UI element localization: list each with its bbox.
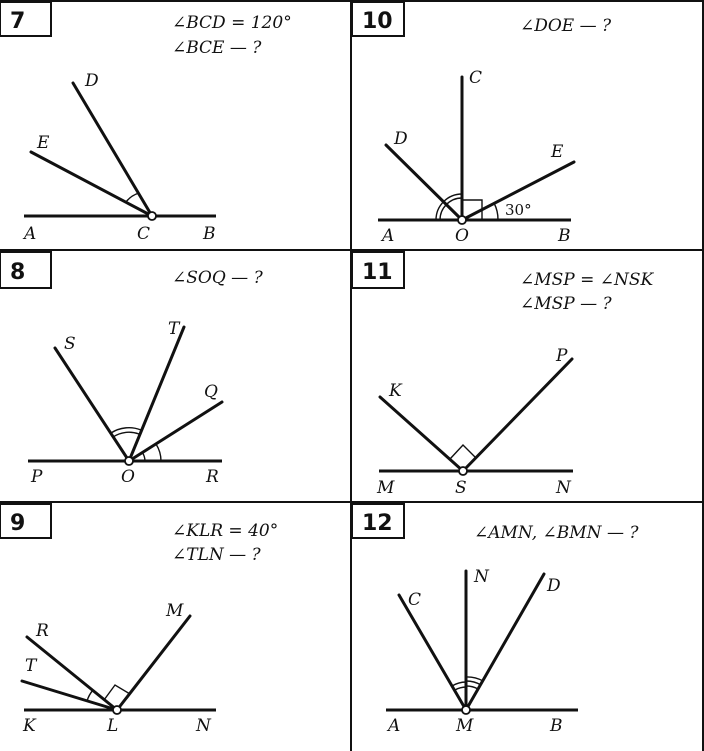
angle-arc-CMN-inner [455,687,466,690]
label-N: N [196,716,211,736]
problem-11-condition-1: ∠MSP = ∠NSK [520,270,654,290]
problem-8-condition-1: ∠SOQ — ? [172,268,263,288]
problem-9-number: 9 [10,511,26,536]
label-B: B [203,224,216,244]
point-C [148,212,156,220]
label-P: P [31,467,43,487]
angle-label-30: 30° [505,201,532,219]
problem-12-condition-1: ∠AMN, ∠BMN — ? [474,523,639,543]
label-A: A [388,716,401,736]
problem-7-condition-1: ∠BCD = 120° [172,13,292,33]
point-O [125,457,133,465]
label-D: D [394,129,408,149]
problem-9 [0,504,278,736]
label-D: D [85,71,99,91]
label-O: O [121,467,135,487]
problem-11-number: 11 [362,260,393,285]
point-L [113,706,121,714]
label-R: R [206,467,219,487]
point-O [458,216,466,224]
angle-arc-DCE [126,193,139,202]
label-C: C [137,224,151,244]
label-M: M [456,716,474,736]
angle-arc-TLR [87,690,93,701]
problem-8-number-box [0,252,51,288]
problem-9-condition-1: ∠KLR = 40° [172,521,279,541]
label-B: B [558,226,571,246]
ray-LM [117,616,190,710]
problem-8-number: 8 [10,260,26,285]
label-C: C [408,590,422,610]
angle-arc-NMD-outer [466,681,481,685]
problem-7-condition-2: ∠BCE — ? [172,38,262,58]
problem-12 [352,504,639,736]
problem-7-number: 7 [10,9,26,34]
label-E: E [37,133,50,153]
problem-7-number-box [0,2,51,36]
label-S: S [64,334,76,354]
ray-OT [129,327,184,461]
problem-10-number: 10 [362,9,393,34]
ray-MD [466,574,544,710]
label-D: D [547,576,561,596]
ray-LT [22,681,117,710]
label-T: T [168,319,180,339]
ray-OD [386,145,462,220]
label-R: R [36,621,49,641]
label-N: N [474,567,489,587]
ray-SP [463,359,572,471]
angle-arc-CMN-outer [452,682,466,686]
ray-SK [380,397,463,471]
angle-arc-NMD-inner [466,686,478,689]
right-angle-marker [450,445,476,459]
point-M [462,706,470,714]
angle-arc-BOE [494,203,498,220]
label-T: T [25,656,37,676]
label-L: L [107,716,119,736]
label-C: C [469,68,483,88]
problem-8 [0,252,264,487]
problem-11-condition-2: ∠MSP — ? [520,294,612,314]
label-B: B [550,716,563,736]
label-M: M [377,478,395,498]
label-E: E [551,142,564,162]
angle-arc-SOT-inner [113,432,139,437]
angle-arc-TOR [156,444,161,461]
label-A: A [24,224,37,244]
label-N: N [556,478,571,498]
label-Q: Q [204,382,218,402]
problem-7 [0,2,292,244]
problem-12-number: 12 [362,511,393,536]
point-S [459,467,467,475]
label-M: M [166,601,184,621]
label-O: O [455,226,469,246]
ray-MC [399,595,466,710]
ray-OS [55,348,129,461]
problem-11 [352,252,655,498]
ray-LR [27,637,117,710]
label-S: S [455,478,467,498]
problem-10 [352,2,612,246]
label-K: K [389,381,402,401]
label-A: A [382,226,395,246]
label-P: P [556,346,568,366]
problem-9-number-box [0,504,51,538]
label-K: K [23,716,36,736]
problem-9-condition-2: ∠TLN — ? [172,545,261,565]
problem-10-condition-1: ∠DOE — ? [520,16,612,36]
